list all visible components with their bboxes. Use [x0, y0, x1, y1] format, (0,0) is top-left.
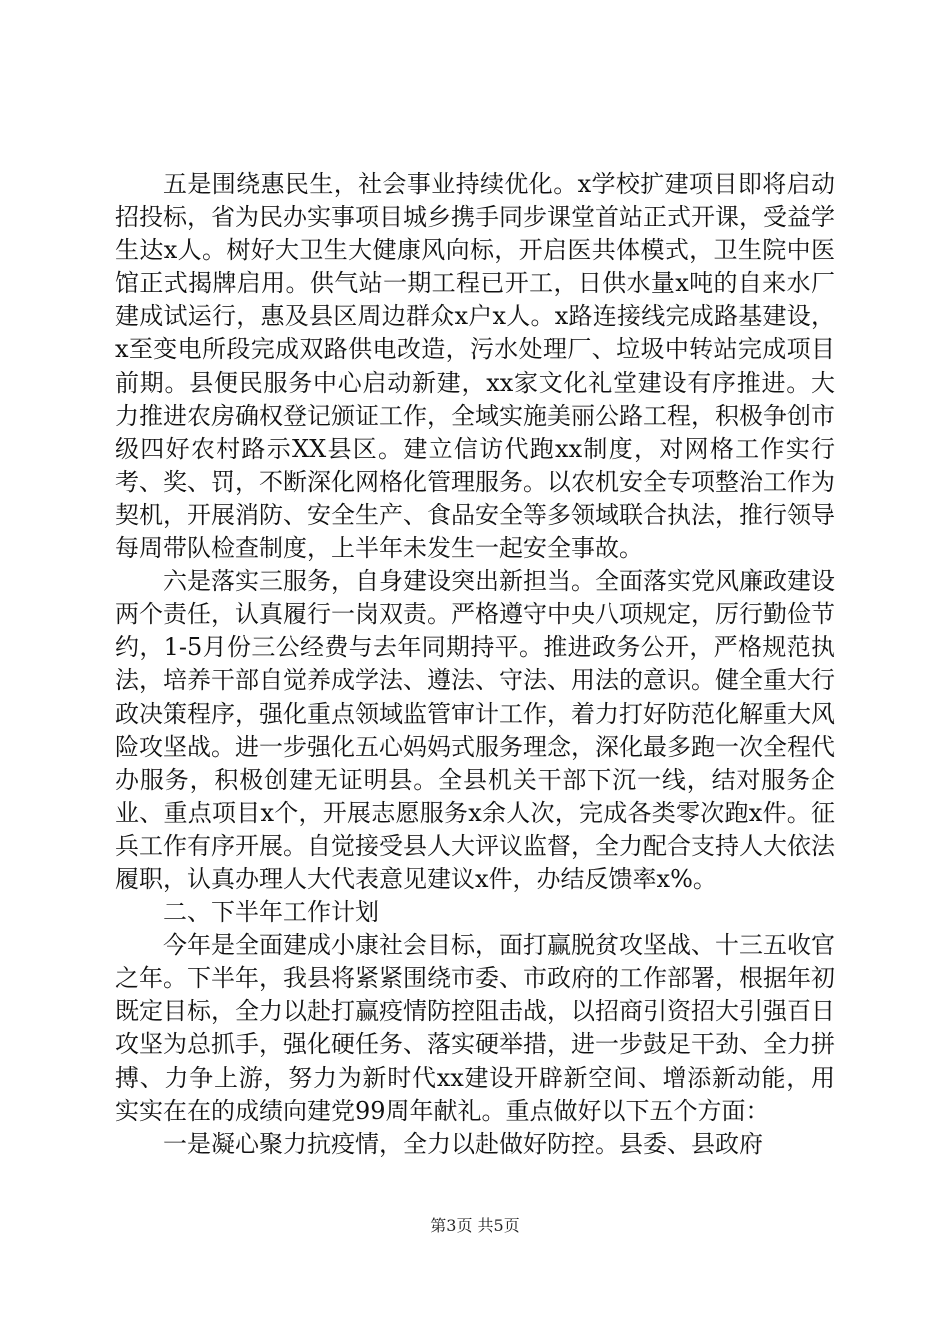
- paragraph-plan-intro: 今年是全面建成小康社会目标，面打赢脱贫攻坚战、十三五收官之年。下半年，我县将紧紧围绕市委、市政府的工作部署，根据年初既定目标，全力以赴打赢疫情防控阻击战，以招商引资招大引强百日攻坚为总抓手，强化硬任务、落实硬举措，进一步鼓足干劲、全力拼搏、力争上游，努力为新时代xx建设开辟新空间、增添新动能，用实实在在的成绩向建党99周年献礼。重点做好以下五个方面：: [115, 931, 835, 1125]
- paragraph-livelihood: 五是围绕惠民生，社会事业持续优化。x学校扩建项目即将启动招投标，省为民办实事项目城乡携手同步课堂首站正式开课，受益学生达x人。树好大卫生大健康风向标，开启医共体模式，卫生院中医馆正式揭牌启用。供气站一期工程已开工，日供水量x吨的自来水厂建成试运行，惠及县区周边群众x户x人。x路连接线完成路基建设，x至变电所段完成双路供电改造，污水处理厂、垃圾中转站完成项目前期。县便民服务中心启动新建，xx家文化礼堂建设有序推进。大力推进农房确权登记颁证工作，全域实施美丽公路工程，积极争创市级四好农村路示XX县区。建立信访代跑xx制度，对网格工作实行考、奖、罚，不断深化网格化管理服务。以农机安全专项整治工作为契机，开展消防、安全生产、食品安全等多领域联合执法，推行领导每周带队检查制度，上半年未发生一起安全事故。: [115, 170, 835, 563]
- document-body: [115, 168, 835, 1161]
- paragraph-self-building: 六是落实三服务，自身建设突出新担当。全面落实党风廉政建设两个责任，认真履行一岗双责。严格遵守中央八项规定，厉行勤俭节约，1-5月份三公经费与去年同期持平。推进政务公开，严格规范执法，培养干部自觉养成学法、遵法、守法、用法的意识。健全重大行政决策程序，强化重点领域监管审计工作，着力打好防范化解重大风险攻坚战。进一步强化五心妈妈式服务理念，深化最多跑一次全程代办服务，积极创建无证明县。全县机关干部下沉一线，结对服务企业、重点项目x个，开展志愿服务x余人次，完成各类零次跑x件。征兵工作有序开展。自觉接受县人大评议监督，全力配合支持人大依法履职，认真办理人大代表意见建议x件，办结反馈率x%。: [115, 567, 835, 893]
- paragraph-epidemic: 一是凝心聚力抗疫情，全力以赴做好防控。县委、县政府: [163, 1129, 763, 1158]
- section-heading-second-half-plan: 二、下半年工作计划: [163, 898, 379, 927]
- page-footer-number: 第3页 共5页: [430, 1216, 520, 1235]
